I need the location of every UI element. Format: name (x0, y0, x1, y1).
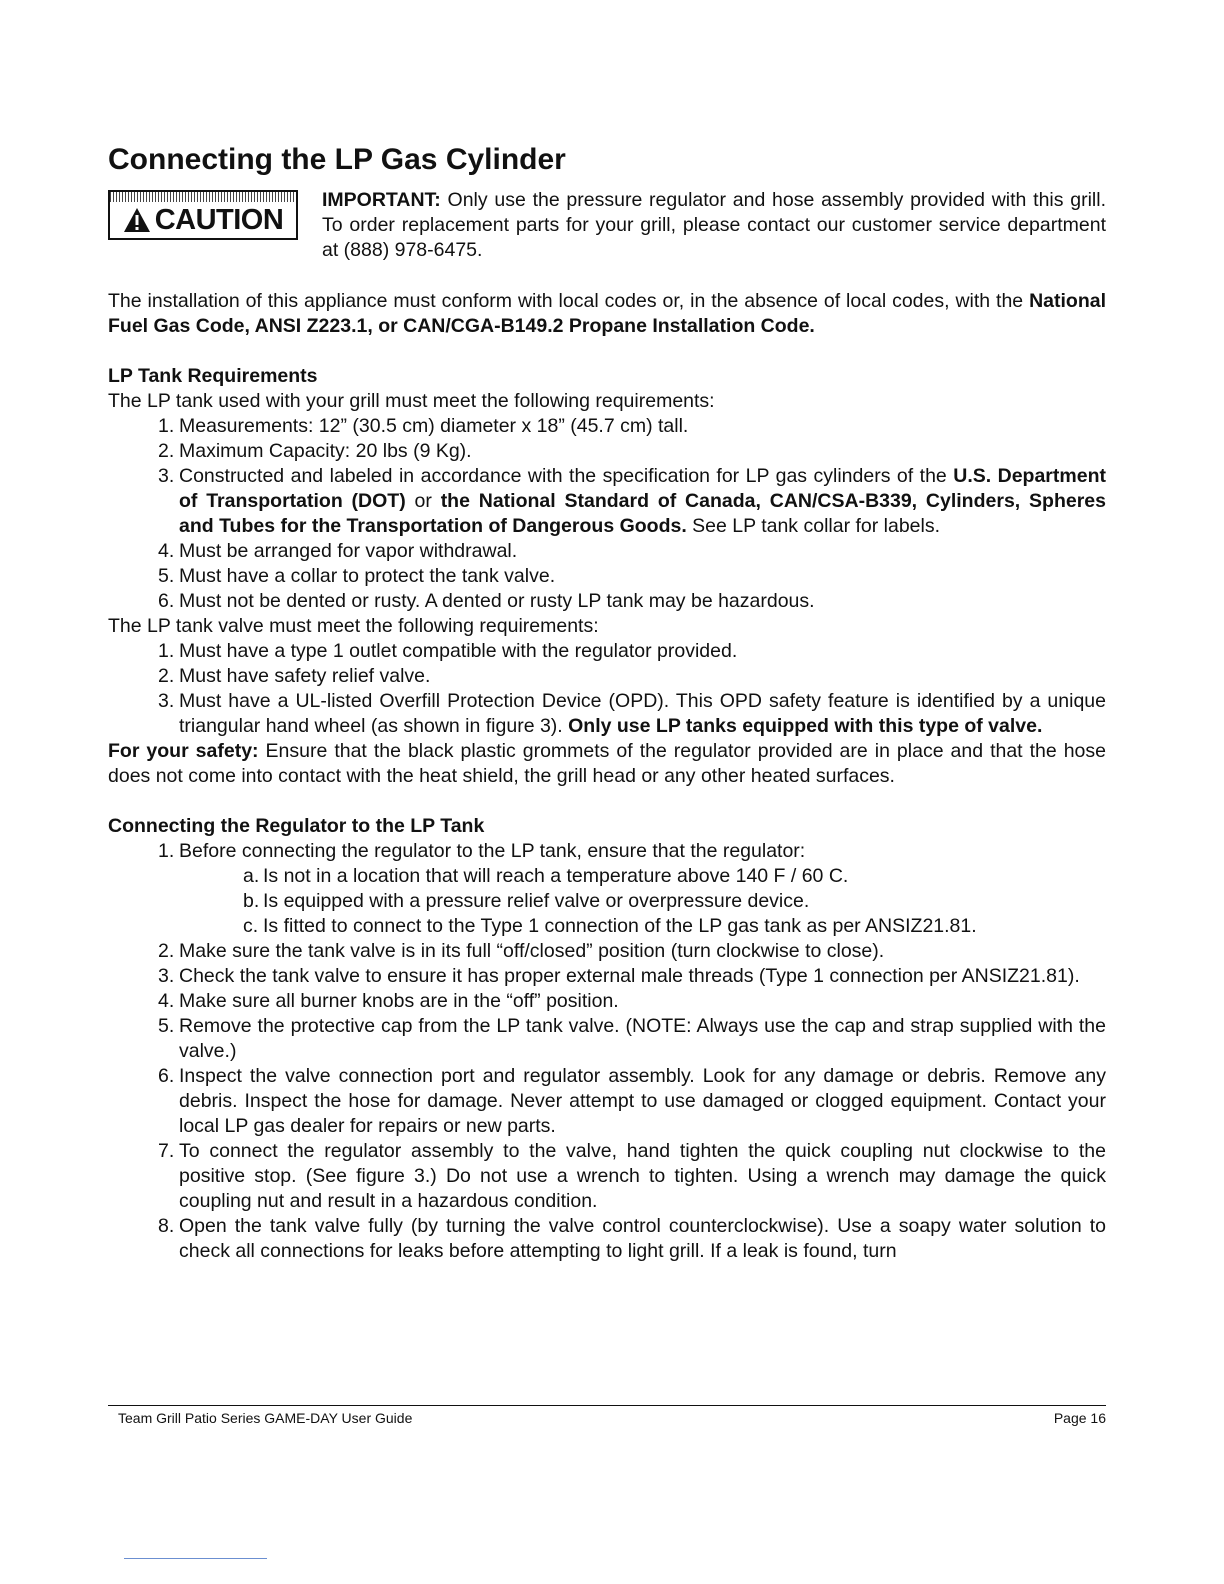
list-item: c. Is fitted to connect to the Type 1 connection of the LP gas tank as per ANSIZ21.81. (243, 915, 977, 937)
list-item: b. Is equipped with a pressure relief valve or overpressure device. (243, 890, 810, 912)
list-item: 2. Maximum Capacity: 20 lbs (9 Kg). (158, 440, 472, 462)
list-item: 2. Must have safety relief valve. (158, 665, 431, 687)
caution-label-box (108, 190, 298, 240)
regulator-substeps-list (108, 864, 1106, 939)
page-content (108, 140, 1106, 1264)
list-item: 1. Before connecting the regulator to the LP tank, ensure that the regulator: (158, 840, 806, 862)
footer-page-number: Page 16 (1053, 1410, 1106, 1426)
caution-section (108, 188, 1106, 263)
important-text: Only use the pressure regulator and hose assembly provided with this grill. To order replacement parts for your grill, please contact our customer service department at (888) 978-6475. (322, 189, 1106, 261)
important-label: IMPORTANT: (322, 189, 441, 211)
list-item: 3. Must have a UL-listed Overfill Protection Device (OPD). This OPD safety feature is identified by a unique triangular hand wheel (as shown in figure 3). Only use LP tanks equipped with this type of valve. (158, 690, 1106, 737)
page-footer (108, 1405, 1106, 1427)
installation-code: National Fuel Gas Code, ANSI Z223.1, or CAN/CGA-B149.2 Propane Installation Code. (108, 290, 1106, 337)
warning-triangle-icon (123, 207, 151, 233)
regulator-heading: Connecting the Regulator to the LP Tank (108, 815, 485, 837)
list-item: 6. Inspect the valve connection port and regulator assembly. Look for any damage or debris. Remove any debris. Inspect the hose for damage. Never attempt to use damaged or clogged equipment. Contact your local LP gas dealer for repairs or new parts. (158, 1065, 1106, 1137)
safety-label: For your safety: (108, 740, 259, 762)
list-item: 5. Remove the protective cap from the LP tank valve. (NOTE: Always use the cap and strap supplied with the valve.) (158, 1015, 1106, 1062)
list-item: 1. Measurements: 12” (30.5 cm) diameter x 18” (45.7 cm) tall. (158, 415, 689, 437)
safety-paragraph (108, 739, 1106, 789)
list-item: 4. Must be arranged for vapor withdrawal. (158, 540, 518, 562)
list-item: 3. Constructed and labeled in accordance with the specification for LP gas cylinders of the U.S. Department of Transportation (DOT) or the National Standard of Canada, CAN/CSA-B339, Cylinders, Spheres and Tubes for the Transportation of Dangerous Goods. See LP tank collar for labels. (158, 465, 1106, 537)
footer-guide-title: Team Grill Patio Series GAME-DAY User Guide (118, 1410, 413, 1426)
valve-intro: The LP tank valve must meet the following requirements: (108, 615, 599, 637)
list-item: 6. Must not be dented or rusty. A dented or rusty LP tank may be hazardous. (158, 590, 815, 612)
caution-text (322, 188, 1106, 263)
list-item: 1. Must have a type 1 outlet compatible with the regulator provided. (158, 640, 738, 662)
list-item: 5. Must have a collar to protect the tank valve. (158, 565, 556, 587)
tank-requirements-list (108, 414, 1106, 614)
regulator-steps-list-cont (108, 939, 1106, 1264)
list-item: 3. Check the tank valve to ensure it has proper external male threads (Type 1 connection per ANSIZ21.81). (158, 965, 1080, 987)
list-item: 7. To connect the regulator assembly to the valve, hand tighten the quick coupling nut clockwise to the positive stop. (See figure 3.) Do not use a wrench to tighten. Using a wrench may damage the quick coupling nut and result in a hazardous condition. (158, 1140, 1106, 1212)
tank-intro: The LP tank used with your grill must meet the following requirements: (108, 390, 715, 412)
list-item: 8. Open the tank valve fully (by turning the valve control counterclockwise). Use a soapy water solution to check all connections for leaks before attempting to light grill. If a leak is found, turn (158, 1215, 1106, 1262)
list-item: a. Is not in a location that will reach a temperature above 140 F / 60 C. (243, 865, 849, 887)
tank-requirements-heading: LP Tank Requirements (108, 365, 318, 387)
bottom-divider (124, 1558, 267, 1559)
regulator-steps-list (108, 839, 1106, 864)
installation-paragraph (108, 289, 1106, 339)
caution-word: CAUTION (154, 204, 284, 236)
safety-text: Ensure that the black plastic grommets of the regulator provided are in place and that the hose does not come into contact with the heat shield, the grill head or any other heated surfaces. (108, 740, 1106, 787)
installation-text: The installation of this appliance must conform with local codes or, in the absence of local codes, with the (108, 290, 1030, 312)
list-item: 4. Make sure all burner knobs are in the “off” position. (158, 990, 619, 1012)
valve-requirements-list (108, 639, 1106, 739)
page-title: Connecting the LP Gas Cylinder (108, 143, 566, 176)
list-item: 2. Make sure the tank valve is in its full “off/closed” position (turn clockwise to close). (158, 940, 885, 962)
caution-stripe (110, 192, 296, 202)
